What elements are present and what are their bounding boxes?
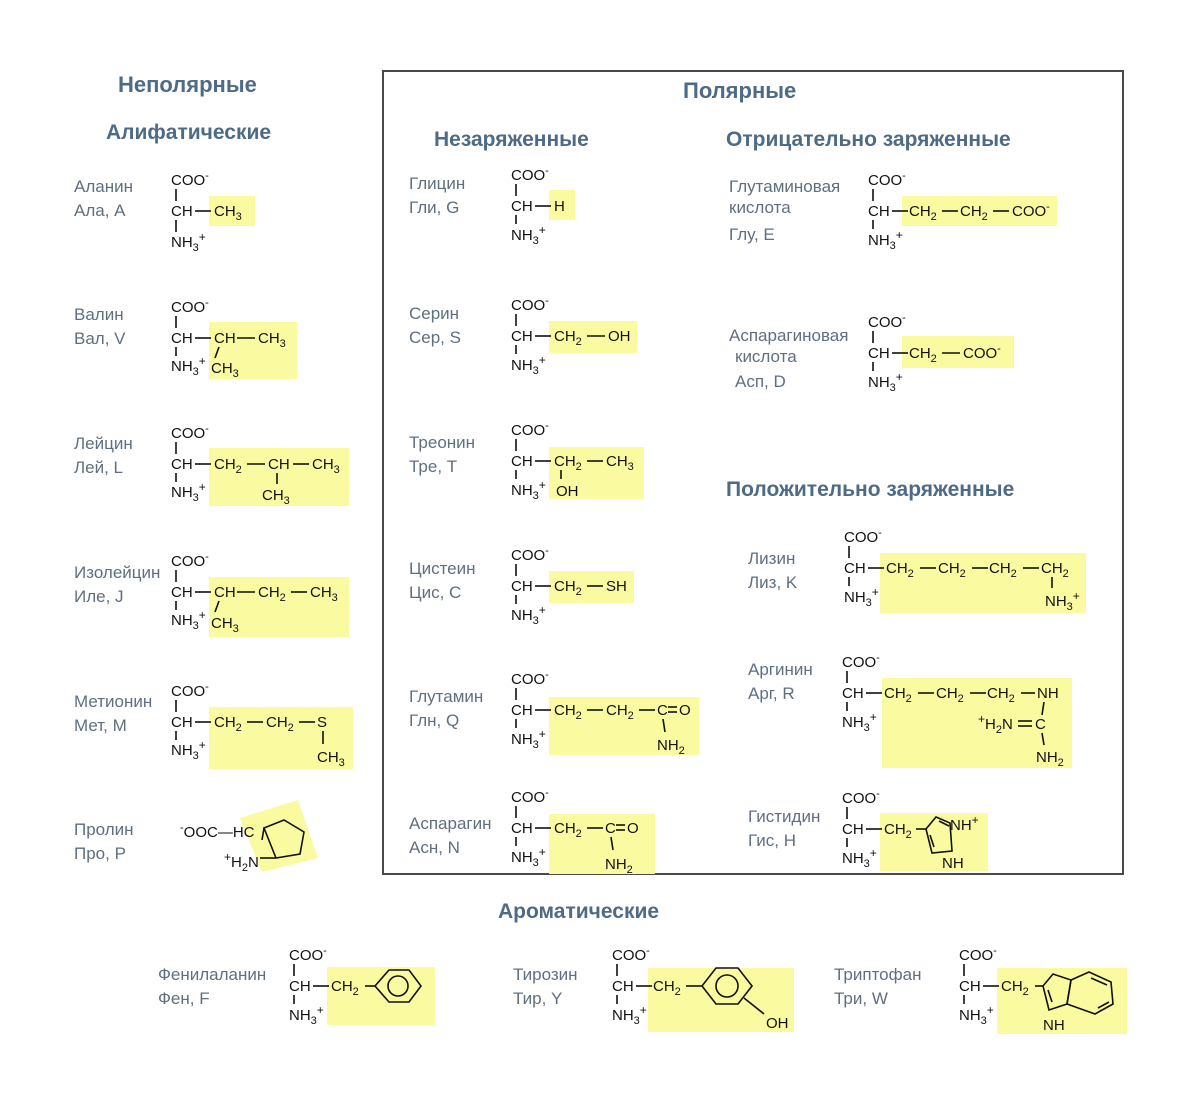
svg-text:NH3+: $NH_3^+$	[511, 478, 546, 502]
heading-aliphatic: Алифатические	[106, 121, 272, 144]
svg-text:NH3+: $NH_3^+$	[289, 1003, 324, 1027]
lysine-structure	[838, 522, 1098, 622]
svg-text:NH3+: $NH_3^+$	[1045, 589, 1080, 613]
svg-text:COO-: COO-	[511, 669, 549, 688]
amino-acid-name-suffix: кислота	[729, 198, 791, 217]
amino-acid-abbr: Асн, N	[409, 838, 460, 857]
amino-acid-label	[74, 175, 133, 223]
svg-text:C: C	[1035, 716, 1046, 733]
svg-text:COO-: COO-	[612, 945, 650, 964]
svg-text:COO-: COO-	[171, 551, 209, 570]
heading-negative: Отрицательно заряженные	[726, 128, 1011, 151]
svg-text:COO-: COO-	[171, 297, 209, 316]
alanine-structure	[165, 165, 265, 255]
svg-text:CH2: $CH_2$	[214, 714, 242, 734]
svg-text:CH: CH	[214, 330, 236, 347]
amino-acid-label	[158, 963, 266, 1011]
svg-text:CH3: $CH_3$	[312, 456, 340, 476]
amino-acid-abbr: Арг, R	[748, 684, 795, 703]
amino-acid-name: Аланин	[74, 177, 133, 196]
amino-acid-name-suffix: кислота	[735, 347, 797, 366]
glycine-structure	[505, 160, 585, 250]
amino-acid-abbr: Про, P	[74, 844, 126, 863]
amino-acid-name: Триптофан	[834, 965, 922, 984]
glutamate-structure	[862, 165, 1062, 255]
amino-acid-abbr: Асп, D	[735, 372, 786, 391]
svg-text:CH2: $CH_2$	[554, 453, 582, 473]
heading-aromatic: Ароматические	[498, 900, 660, 923]
proline-structure	[180, 800, 325, 880]
svg-text:NH3+: $NH_3^+$	[868, 370, 903, 394]
svg-text:CH2: $CH_2$	[987, 685, 1015, 705]
amino-acid-name: Цистеин	[409, 559, 476, 578]
amino-acid-label	[409, 557, 476, 605]
svg-text:CH: CH	[511, 820, 533, 837]
svg-text:CH3: $CH_3$	[317, 749, 345, 769]
svg-text:CH: CH	[612, 978, 634, 995]
arginine-structure	[836, 647, 1076, 772]
svg-text:CH2: $CH_2$	[884, 685, 912, 705]
histidine-structure	[836, 783, 996, 878]
svg-text:CH: CH	[171, 714, 193, 731]
heading-nonpolar: Неполярные	[118, 72, 257, 97]
amino-acid-name: Пролин	[74, 820, 134, 839]
tryptophan-structure	[953, 940, 1133, 1040]
svg-text:CH2: $CH_2$	[653, 978, 681, 998]
svg-text:+H2N: $^+H_2N$	[224, 850, 259, 874]
svg-text:OH: OH	[766, 1015, 789, 1032]
leucine-structure	[165, 418, 355, 513]
svg-text:CH3: $CH_3$	[214, 203, 242, 223]
amino-acid-name: Аспарагиновая	[729, 326, 849, 345]
svg-text:CH: CH	[844, 560, 866, 577]
svg-text:CH: CH	[214, 584, 236, 601]
svg-text:CH2: $CH_2$	[1001, 978, 1029, 998]
svg-text:CH2: $CH_2$	[884, 821, 912, 841]
amino-acid-label	[409, 172, 465, 220]
svg-text:NH3+: $NH_3^+$	[511, 727, 546, 751]
svg-text:NH3+: $NH_3^+$	[511, 353, 546, 377]
amino-acid-abbr: Лиз, K	[748, 573, 798, 592]
valine-structure	[165, 292, 305, 387]
amino-acid-name: Тирозин	[513, 965, 578, 984]
svg-text:NH3+: $NH_3^+$	[959, 1003, 994, 1027]
svg-text:NH: NH	[1037, 685, 1059, 702]
svg-text:O: O	[679, 702, 691, 719]
amino-acid-name: Глицин	[409, 174, 466, 193]
svg-text:CH: CH	[959, 978, 981, 995]
svg-text:NH3+: $NH_3^+$	[844, 585, 879, 609]
amino-acid-abbr: Тир, Y	[513, 989, 563, 1008]
svg-text:NH3+: $NH_3^+$	[171, 608, 206, 632]
amino-acid-name: Аспарагин	[409, 814, 492, 833]
svg-text:NH2: $NH_2$	[1036, 749, 1064, 769]
svg-text:COO-: COO-	[844, 527, 882, 546]
serine-structure	[505, 290, 645, 380]
svg-text:COO-: COO-	[511, 165, 549, 184]
svg-text:CH2: $CH_2$	[886, 560, 914, 580]
svg-text:NH2: $NH_2$	[657, 737, 685, 757]
svg-text:NH+: NH+	[950, 813, 979, 834]
heading-uncharged: Незаряженные	[434, 128, 589, 151]
svg-text:NH: NH	[1043, 1017, 1065, 1034]
amino-acid-abbr: Глн, Q	[409, 711, 460, 730]
svg-text:CH2: $CH_2$	[554, 820, 582, 840]
svg-text:CH3: $CH_3$	[262, 487, 290, 507]
svg-text:NH3+: $NH_3^+$	[171, 480, 206, 504]
svg-text:COO-: COO-	[511, 787, 549, 806]
amino-acid-name: Метионин	[74, 692, 153, 711]
methionine-structure	[165, 676, 360, 776]
svg-text:NH3+: $NH_3^+$	[511, 603, 546, 627]
svg-text:CH2: $CH_2$	[936, 685, 964, 705]
svg-text:S: S	[317, 714, 328, 731]
amino-acid-abbr: Гис, H	[748, 831, 796, 850]
svg-text:CH: CH	[171, 330, 193, 347]
svg-text:COO-: COO-	[868, 170, 906, 189]
svg-text:COO-: COO-	[511, 545, 549, 564]
amino-acid-abbr: Мет, M	[74, 716, 127, 735]
svg-text:CH: CH	[842, 685, 864, 702]
svg-text:CH2: $CH_2$	[331, 978, 359, 998]
svg-text:CH2: $CH_2$	[266, 714, 294, 734]
amino-acid-name: Глутаминовая	[729, 177, 841, 196]
isoleucine-structure	[165, 546, 355, 641]
svg-text:CH2: $CH_2$	[554, 328, 582, 348]
svg-text:COO-: COO-	[171, 170, 209, 189]
svg-text:CH2: $CH_2$	[258, 584, 286, 604]
amino-acid-abbr: Сер, S	[409, 328, 461, 347]
amino-acid-abbr: Гли, G	[409, 198, 460, 217]
svg-text:CH: CH	[268, 456, 290, 473]
amino-acid-label	[74, 818, 134, 866]
amino-acid-label	[74, 303, 126, 351]
svg-text:CH: CH	[868, 345, 890, 362]
svg-text:CH2: $CH_2$	[909, 345, 937, 365]
amino-acid-name: Фенилаланин	[158, 965, 267, 984]
glutamine-structure	[505, 664, 705, 764]
amino-acid-name: Треонин	[409, 433, 476, 452]
amino-acid-label	[513, 963, 578, 1011]
svg-text:CH: CH	[511, 453, 533, 470]
svg-text:COO-: COO-	[868, 312, 906, 331]
svg-text:CH2: $CH_2$	[606, 702, 634, 722]
amino-acid-name: Валин	[74, 305, 124, 324]
svg-text:C: C	[657, 702, 668, 719]
amino-acid-name: Серин	[409, 304, 460, 323]
svg-text:CH2: $CH_2$	[554, 578, 582, 598]
svg-text:CH3: $CH_3$	[211, 615, 239, 635]
phenylalanine-structure	[283, 940, 443, 1035]
svg-text:COO-: COO-	[511, 420, 549, 439]
heading-polar: Полярные	[683, 78, 797, 103]
svg-text:CH3: $CH_3$	[258, 330, 286, 350]
svg-text:COO-: COO-	[963, 343, 1001, 362]
amino-acid-label	[729, 176, 840, 245]
svg-text:CH: CH	[289, 978, 311, 995]
tyrosine-structure	[606, 940, 806, 1040]
amino-acid-name: Лизин	[748, 549, 796, 568]
svg-text:CH: CH	[511, 328, 533, 345]
svg-text:CH2: $CH_2$	[960, 203, 988, 223]
amino-acid-label	[748, 658, 813, 706]
svg-text:NH3+: $NH_3^+$	[511, 845, 546, 869]
svg-text:NH3+: $NH_3^+$	[612, 1003, 647, 1027]
svg-text:CH: CH	[511, 198, 533, 215]
amino-acid-label	[409, 812, 492, 860]
amino-acid-abbr: Тре, T	[409, 457, 458, 476]
svg-text:NH3+: $NH_3^+$	[842, 710, 877, 734]
amino-acid-label	[409, 685, 483, 733]
asparagine-structure	[505, 782, 665, 882]
svg-text:NH3+: $NH_3^+$	[171, 230, 206, 254]
svg-text:CH: CH	[171, 456, 193, 473]
svg-text:COO-: COO-	[842, 788, 880, 807]
svg-text:COO-: COO-	[289, 945, 327, 964]
svg-text:CH: CH	[171, 203, 193, 220]
aspartate-structure	[862, 307, 1022, 397]
amino-acid-label	[409, 431, 475, 479]
amino-acid-label	[748, 547, 797, 595]
svg-text:NH3+: $NH_3^+$	[868, 228, 903, 252]
svg-text:CH: CH	[511, 702, 533, 719]
amino-acid-abbr: Глу, E	[729, 225, 775, 244]
amino-acid-name: Глутамин	[409, 687, 484, 706]
svg-text:C: C	[605, 820, 616, 837]
svg-text:CH2: $CH_2$	[909, 203, 937, 223]
svg-text:COO-: COO-	[171, 681, 209, 700]
svg-text:CH2: $CH_2$	[938, 560, 966, 580]
side-chain-highlight	[327, 967, 435, 1025]
svg-text:CH2: $CH_2$	[1041, 560, 1069, 580]
amino-acid-abbr: Лей, L	[74, 458, 124, 477]
svg-text:CH: CH	[842, 821, 864, 838]
cysteine-structure	[505, 540, 645, 630]
svg-text:COO-: COO-	[511, 295, 549, 314]
amino-acid-label	[834, 963, 921, 1011]
svg-text:SH: SH	[606, 578, 627, 595]
amino-acid-abbr: Ала, A	[74, 201, 126, 220]
amino-acid-abbr: Цис, C	[409, 583, 462, 602]
svg-text:COO-: COO-	[842, 652, 880, 671]
svg-text:COO-: COO-	[1012, 201, 1050, 220]
amino-acid-name: Лейцин	[74, 434, 133, 453]
svg-text:CH3: $CH_3$	[310, 584, 338, 604]
amino-acid-label	[729, 325, 848, 392]
svg-text:CH3: $CH_3$	[606, 453, 634, 473]
svg-text:CH3: $CH_3$	[211, 360, 239, 380]
amino-acid-label	[74, 432, 133, 480]
svg-text:NH3+: $NH_3^+$	[171, 738, 206, 762]
svg-text:CH: CH	[171, 584, 193, 601]
svg-text:NH3+: $NH_3^+$	[842, 846, 877, 870]
amino-acid-label	[74, 690, 152, 738]
amino-acid-label	[748, 805, 820, 853]
svg-text:CH: CH	[868, 203, 890, 220]
svg-text:H: H	[554, 198, 565, 215]
heading-positive: Положительно заряженные	[726, 478, 1015, 501]
svg-text:CH: CH	[511, 578, 533, 595]
svg-text:OH: OH	[556, 483, 579, 500]
svg-text:COO-: COO-	[171, 423, 209, 442]
svg-text:NH2: $NH_2$	[605, 856, 633, 876]
amino-acid-name: Аргинин	[748, 660, 813, 679]
svg-text:COO-: COO-	[959, 945, 997, 964]
svg-text:NH3+: $NH_3^+$	[511, 223, 546, 247]
svg-text:CH2: $CH_2$	[214, 456, 242, 476]
svg-text:NH3+: $NH_3^+$	[171, 354, 206, 378]
svg-text:CH2: $CH_2$	[989, 560, 1017, 580]
svg-text:-OOC—HC: -OOC—HC	[180, 822, 255, 841]
svg-text:OH: OH	[608, 328, 631, 345]
amino-acid-abbr: Иле, J	[74, 587, 124, 606]
amino-acid-name: Изолейцин	[74, 563, 161, 582]
svg-text:O: O	[627, 820, 639, 837]
threonine-structure	[505, 415, 655, 510]
amino-acid-label	[409, 302, 461, 350]
amino-acid-label	[74, 561, 160, 609]
svg-text:CH2: $CH_2$	[554, 702, 582, 722]
amino-acid-name: Гистидин	[748, 807, 821, 826]
amino-acid-abbr: Три, W	[834, 989, 888, 1008]
amino-acid-abbr: Вал, V	[74, 329, 126, 348]
svg-text:NH: NH	[942, 855, 964, 872]
svg-text:+H2N: $^+H_2N$	[978, 712, 1013, 736]
amino-acid-abbr: Фен, F	[158, 989, 210, 1008]
